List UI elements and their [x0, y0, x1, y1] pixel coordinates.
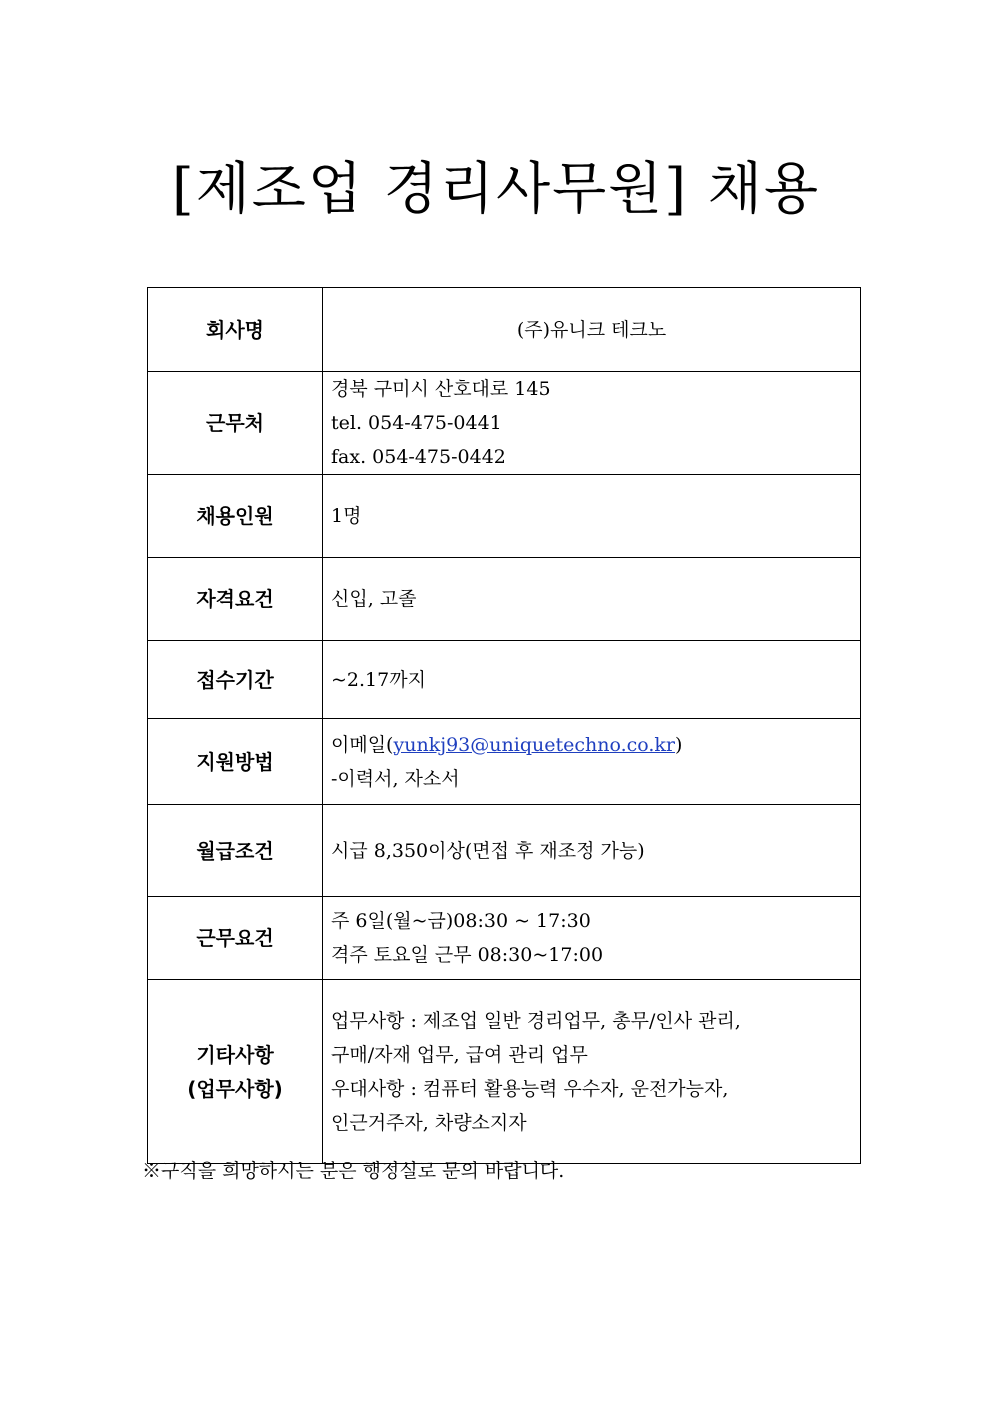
- page-title: [제조업 경리사무원] 채용: [171, 157, 821, 222]
- table-row-salary: [148, 805, 861, 897]
- job-info-table: [147, 287, 861, 1164]
- value-workplace: [323, 372, 861, 475]
- etc-line-2: 구매/자재 업무, 급여 관리 업무: [331, 1043, 588, 1066]
- label-headcount: 채용인원: [148, 475, 323, 558]
- email-prefix: 이메일(: [331, 733, 394, 756]
- label-workplace: 근무처: [148, 372, 323, 475]
- label-qualification: 자격요건: [148, 558, 323, 641]
- label-etc-line2: (업무사항): [187, 1076, 283, 1101]
- table-row-company: [148, 288, 861, 372]
- etc-line-1: 업무사항 : 제조업 일반 경리업무, 총무/인사 관리,: [331, 1009, 741, 1032]
- table-row-etc: [148, 980, 861, 1164]
- label-apply: 지원방법: [148, 719, 323, 805]
- apply-email-line: [331, 728, 860, 762]
- table-row-period: [148, 641, 861, 719]
- value-hours: [323, 897, 861, 980]
- value-salary: 시급 8,350이상(면접 후 재조정 가능): [323, 805, 861, 897]
- etc-line-4: 인근거주자, 차량소지자: [331, 1111, 527, 1134]
- label-salary: 월급조건: [148, 805, 323, 897]
- workplace-tel: tel. 054-475-0441: [331, 412, 502, 434]
- label-company: 회사명: [148, 288, 323, 372]
- table-row-hours: [148, 897, 861, 980]
- value-headcount: 1명: [323, 475, 861, 558]
- hours-weekday: 주 6일(월~금)08:30 ~ 17:30: [331, 910, 591, 932]
- value-company: (주)유니크 테크노: [323, 288, 861, 372]
- value-period: ~2.17까지: [323, 641, 861, 719]
- label-etc-line1: 기타사항: [196, 1042, 274, 1067]
- label-etc: [148, 980, 323, 1164]
- table-row-apply: [148, 719, 861, 805]
- label-period: 접수기간: [148, 641, 323, 719]
- value-apply: [323, 719, 861, 805]
- footnote: ※구직을 희망하시는 분은 행정실로 문의 바랍니다.: [142, 1160, 565, 1182]
- workplace-fax: fax. 054-475-0442: [331, 446, 506, 468]
- workplace-address: 경북 구미시 산호대로 145: [331, 378, 551, 400]
- etc-line-3: 우대사항 : 컴퓨터 활용능력 우수자, 운전가능자,: [331, 1077, 729, 1100]
- table-row-workplace: [148, 372, 861, 475]
- value-etc: [323, 980, 861, 1164]
- table-row-qualification: [148, 558, 861, 641]
- email-link[interactable]: yunkj93@uniquetechno.co.kr: [393, 733, 675, 756]
- email-suffix: ): [675, 733, 683, 756]
- label-hours: 근무요건: [148, 897, 323, 980]
- value-qualification: 신입, 고졸: [323, 558, 861, 641]
- table-row-headcount: [148, 475, 861, 558]
- apply-documents: -이력서, 자소서: [331, 767, 460, 790]
- hours-saturday: 격주 토요일 근무 08:30~17:00: [331, 944, 604, 966]
